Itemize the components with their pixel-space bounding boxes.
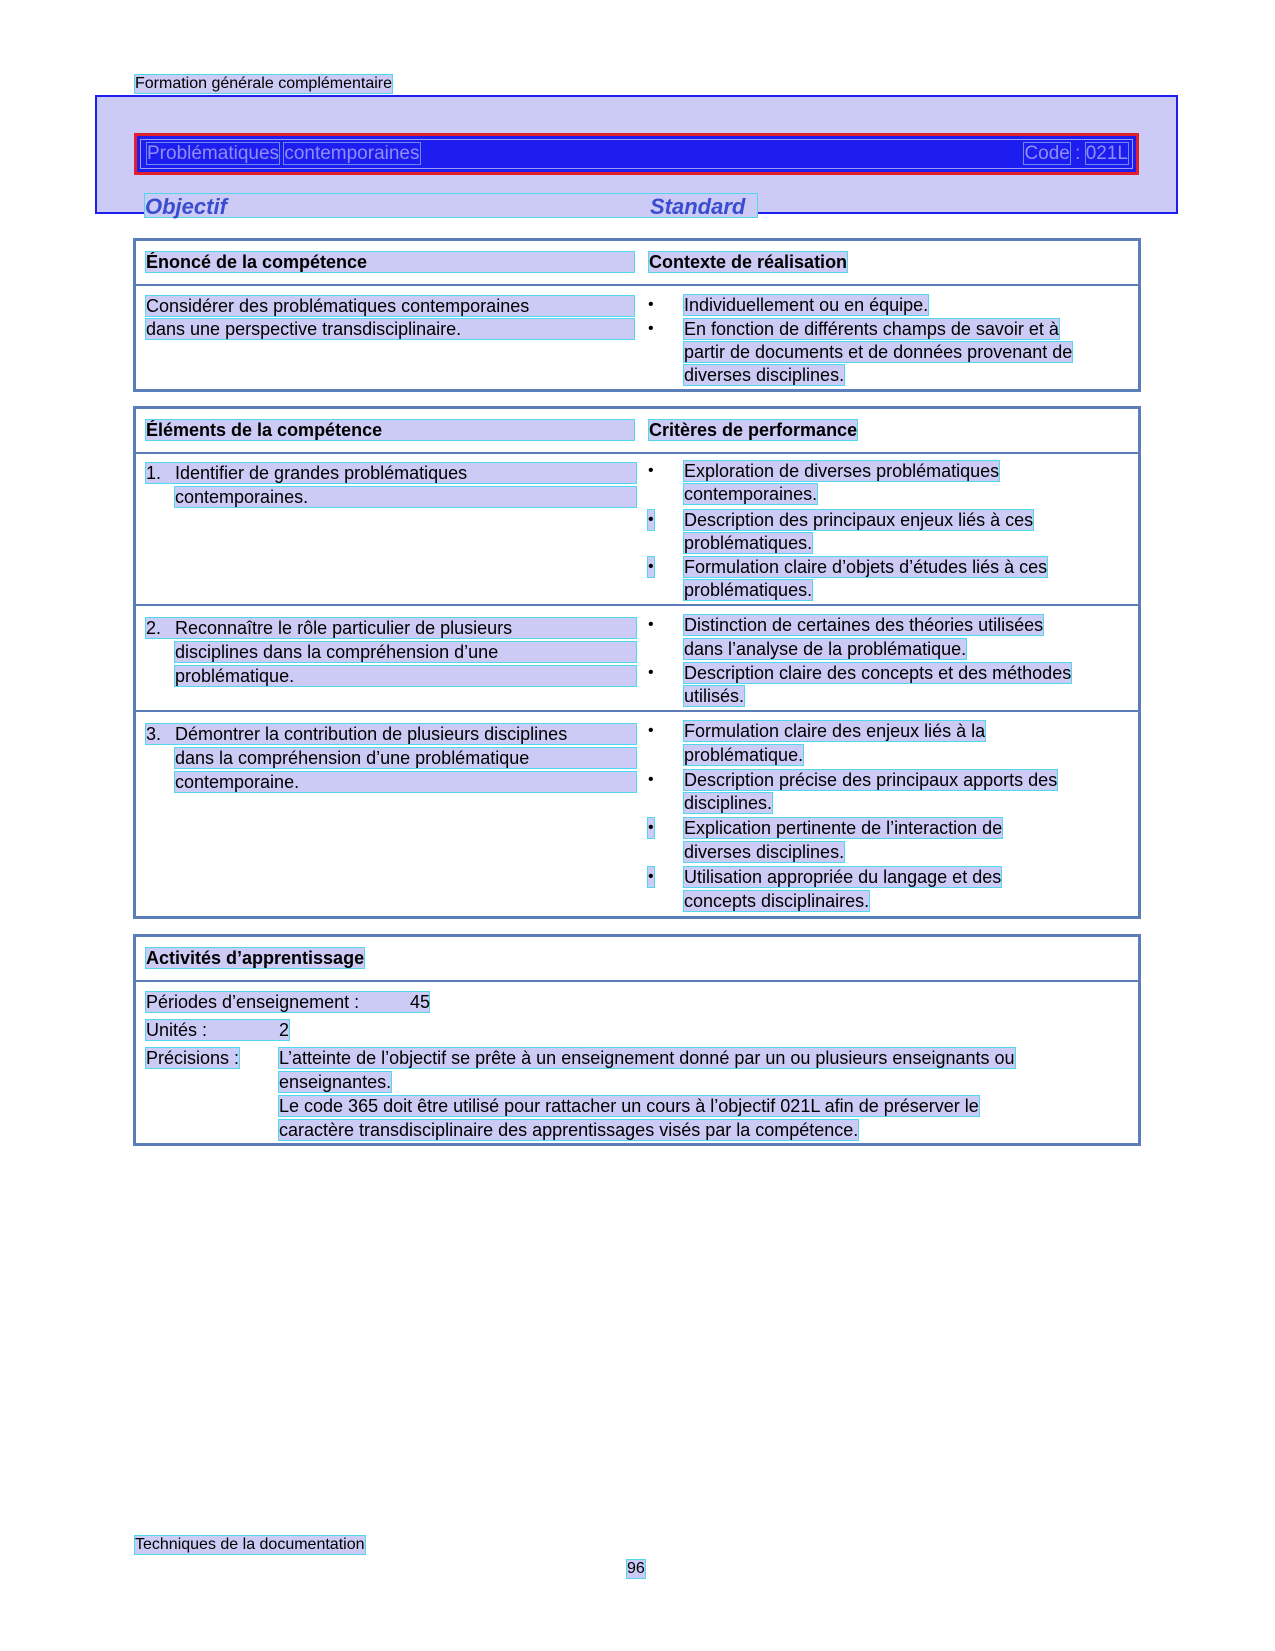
bullet-icon: • xyxy=(648,320,654,337)
criterion-line: dans l’analyse de la problématique. xyxy=(684,639,967,659)
element-line: contemporaine. xyxy=(175,772,636,792)
criterion-line: diverses disciplines. xyxy=(684,842,845,862)
context-header: Contexte de réalisation xyxy=(649,252,848,272)
activities-header: Activités d’apprentissage xyxy=(146,948,365,968)
precisions-label: Précisions : xyxy=(146,1048,240,1068)
context-line: diverses disciplines. xyxy=(684,365,845,385)
criterion-line: concepts disciplinaires. xyxy=(684,891,870,911)
criterion-line: Description claire des concepts et des méthodes xyxy=(684,663,1072,683)
criterion-line: utilisés. xyxy=(684,686,745,706)
bullet-icon: • xyxy=(648,462,654,479)
bullet-icon: • xyxy=(648,819,654,836)
criterion-line: problématiques. xyxy=(684,580,813,600)
bullet-icon: • xyxy=(648,664,654,681)
title-word: contemporaines xyxy=(284,143,420,164)
bullet-icon: • xyxy=(648,616,654,633)
competence-box xyxy=(133,238,1141,392)
title-word: Problématiques xyxy=(147,143,280,164)
bullet-icon: • xyxy=(648,511,654,528)
criterion-line: Utilisation appropriée du langage et des xyxy=(684,867,1002,887)
criterion-line: Description des principaux enjeux liés à ces xyxy=(684,510,1034,530)
bullet-icon: • xyxy=(648,868,654,885)
statement-line: Considérer des problématiques contemporaines xyxy=(146,296,634,316)
bullet-icon: • xyxy=(648,558,654,575)
element-line: problématique. xyxy=(175,666,636,686)
element-text: Reconnaître le rôle particulier de plusieurs xyxy=(175,618,513,638)
element-line xyxy=(146,724,636,744)
bullet-icon: • xyxy=(648,771,654,788)
precisions-line: L’atteinte de l’objectif se prête à un enseignement donné par un ou plusieurs enseignants ou xyxy=(279,1048,1015,1068)
element-line: contemporaines. xyxy=(175,487,636,507)
code-separator: : xyxy=(1075,143,1081,164)
criteria-header: Critères de performance xyxy=(649,420,858,440)
precisions-line: Le code 365 doit être utilisé pour rattacher un cours à l’objectif 021L afin de préserver le xyxy=(279,1096,979,1116)
element-number: 1. xyxy=(146,463,162,483)
element-number: 3. xyxy=(146,724,162,744)
section-heads xyxy=(145,194,757,217)
units-label: Unités : xyxy=(146,1020,208,1040)
running-header: Formation générale complémentaire xyxy=(135,75,393,92)
precisions-line: caractère transdisciplinaire des apprentissages visés par la compétence. xyxy=(279,1120,859,1140)
statement-header: Énoncé de la compétence xyxy=(146,252,634,272)
context-line: partir de documents et de données provenant de xyxy=(684,342,1073,362)
objective-heading: Objectif xyxy=(145,194,227,219)
element-line: dans la compréhension d’une problématique xyxy=(175,748,636,768)
title-bar xyxy=(134,133,1139,175)
code-label: Code xyxy=(1024,143,1070,164)
element-text: Identifier de grandes problématiques xyxy=(175,463,468,483)
periods-row xyxy=(146,992,429,1012)
criterion-line: contemporaines. xyxy=(684,484,818,504)
footer-program: Techniques de la documentation xyxy=(135,1536,365,1553)
element-line xyxy=(146,463,636,483)
activities-box xyxy=(133,934,1141,1146)
code-value: 021L xyxy=(1085,143,1128,164)
row-divider xyxy=(136,710,1138,712)
criterion-line: Exploration de diverses problématiques xyxy=(684,461,1000,481)
criterion-line: problématique. xyxy=(684,745,804,765)
element-number: 2. xyxy=(146,618,162,638)
criterion-line: Formulation claire des enjeux liés à la xyxy=(684,721,986,741)
row-divider xyxy=(136,604,1138,606)
bullet-icon: • xyxy=(648,296,654,313)
periods-label: Périodes d’enseignement : xyxy=(146,992,360,1012)
page-number: 96 xyxy=(627,1560,645,1577)
element-line: disciplines dans la compréhension d’une xyxy=(175,642,636,662)
bullet-icon: • xyxy=(648,722,654,739)
criterion-line: Description précise des principaux apports des xyxy=(684,770,1058,790)
context-line: En fonction de différents champs de savoir et à xyxy=(684,319,1059,339)
element-text: Démontrer la contribution de plusieurs disciplines xyxy=(175,724,568,744)
criterion-line: problématiques. xyxy=(684,533,813,553)
elements-header: Éléments de la compétence xyxy=(146,420,634,440)
units-row xyxy=(146,1020,289,1040)
units-value: 2 xyxy=(279,1020,290,1040)
element-line xyxy=(146,618,636,638)
criterion-line: disciplines. xyxy=(684,793,773,813)
precisions-line: enseignantes. xyxy=(279,1072,392,1092)
criterion-line: Formulation claire d’objets d’études liés à ces xyxy=(684,557,1048,577)
statement-line: dans une perspective transdisciplinaire. xyxy=(146,319,634,339)
elements-box xyxy=(133,406,1141,919)
context-line: Individuellement ou en équipe. xyxy=(684,295,929,315)
criterion-line: Distinction de certaines des théories utilisées xyxy=(684,615,1044,635)
periods-value: 45 xyxy=(410,992,431,1012)
standard-heading: Standard xyxy=(650,194,746,219)
criterion-line: Explication pertinente de l’interaction de xyxy=(684,818,1003,838)
